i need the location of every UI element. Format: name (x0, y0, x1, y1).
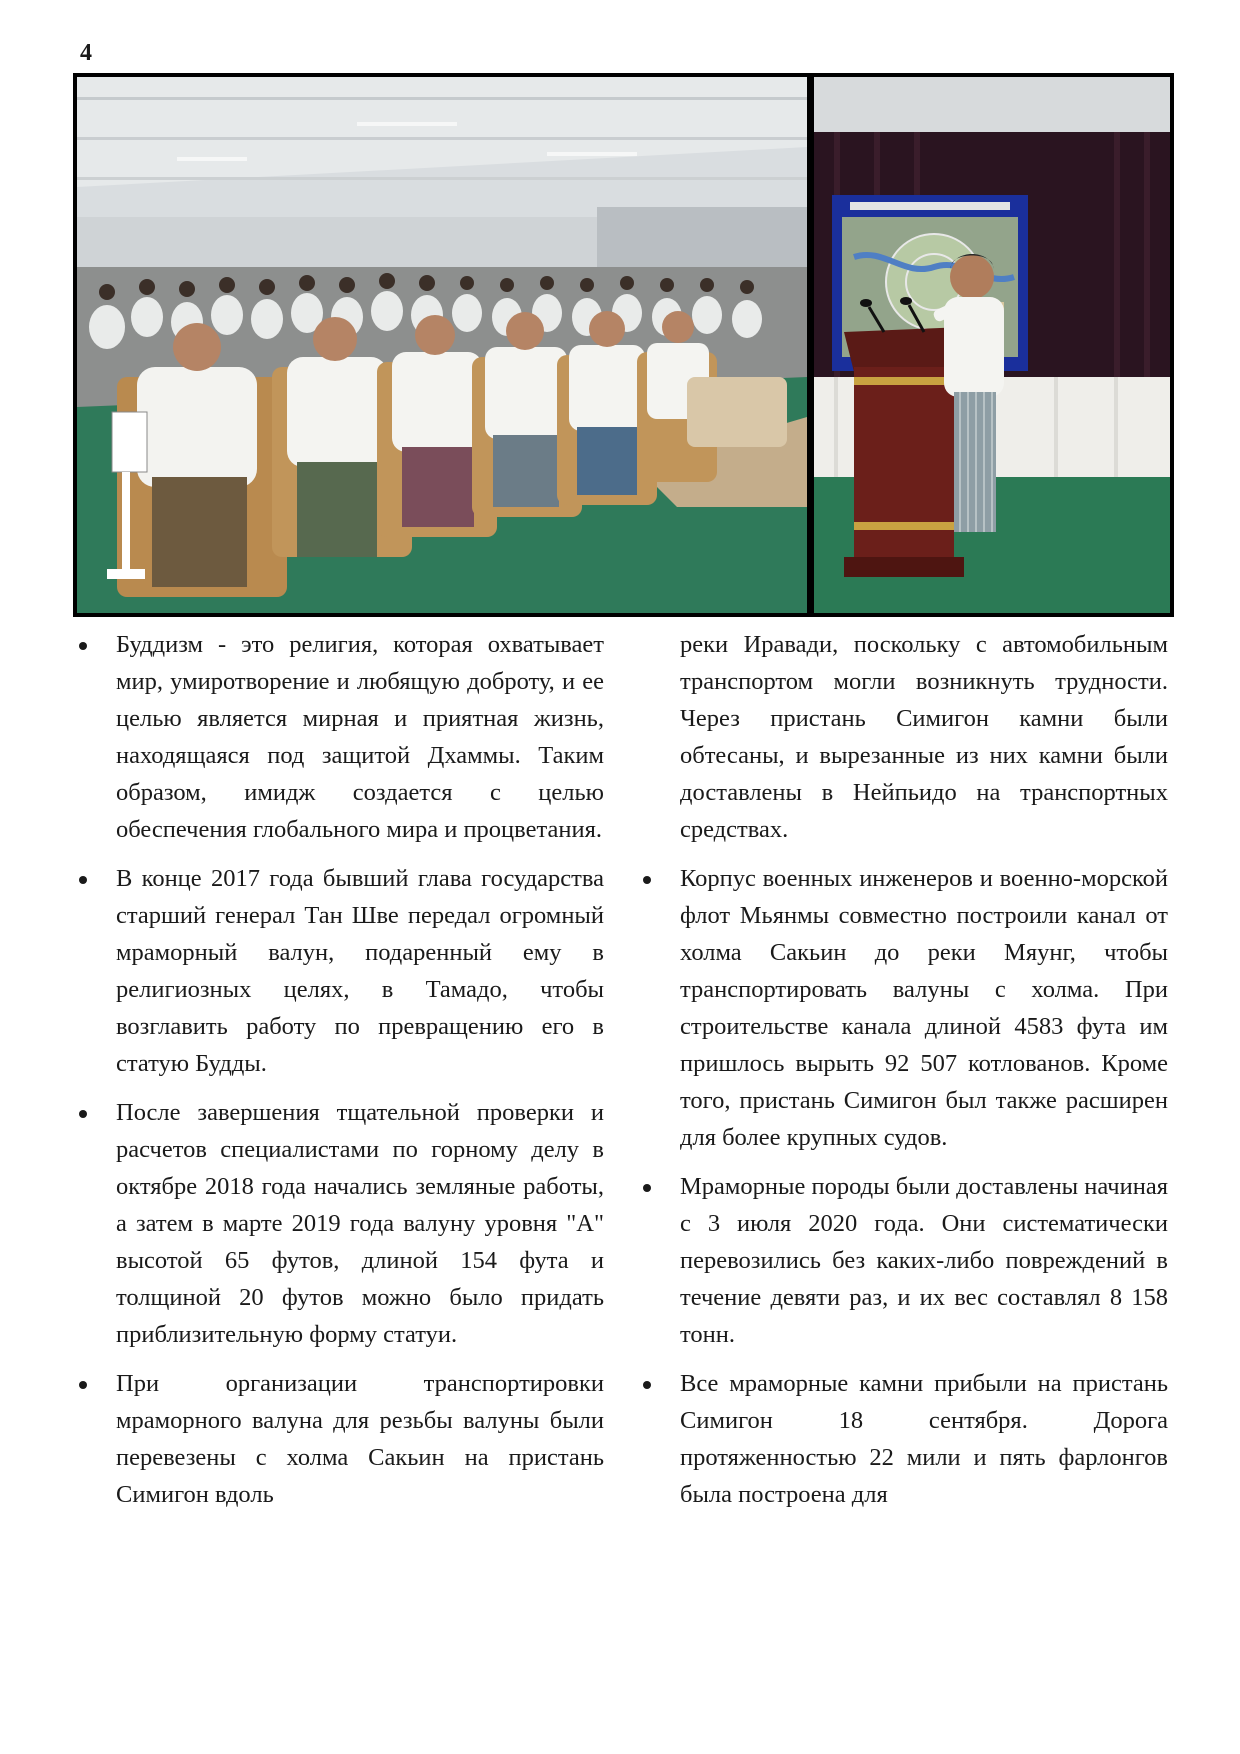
list-item (74, 1365, 604, 1513)
paragraph-text: реки Иравади, поскольку с автомобильным транспортом могли возникнуть трудности. Через пристань Симигон камни были обтесаны, и вырезанные из них камни были доставлены в Нейпьидо на транспортных средствах. (680, 631, 1168, 843)
list-item (638, 1365, 1168, 1513)
paragraph-text: В конце 2017 года бывший глава государства старший генерал Тан Шве передал огромный мраморный валун, подаренный ему в религиозных целях, в Тамадо, чтобы возглавить работу по превращению его в статую Будды. (116, 865, 604, 1077)
page-number: 4 (80, 40, 92, 66)
audience-photo (77, 77, 807, 613)
paragraph-text: Корпус военных инженеров и военно-морской флот Мьянмы совместно построили канал от холма Сакьин до реки Мяунг, чтобы транспортировать валуны с холма. При строительстве канала длиной 4583 фута им пришлось вырыть 92 507 котлованов. Кроме того, пристань Симигон был также расширен для более крупных судов. (680, 865, 1168, 1151)
left-column (74, 626, 604, 1525)
list-item (638, 860, 1168, 1156)
list-item (74, 1094, 604, 1353)
presenter-photo (814, 77, 1170, 613)
bullet-icon (79, 1381, 87, 1389)
bullet-icon (643, 1184, 651, 1192)
right-bullet-list (638, 626, 1168, 1513)
bullet-icon (79, 642, 87, 650)
bullet-icon (79, 1110, 87, 1118)
left-bullet-list (74, 626, 604, 1513)
presenter-photo-image (814, 77, 1170, 613)
article-columns (74, 626, 1174, 1716)
paragraph-text: После завершения тщательной проверки и расчетов специалистами по горному делу в октябре 2018 года начались земляные работы, а затем в марте 2019 года валуну уровня "А" высотой 65 футов, длиной 154 фута и толщиной 20 футов можно было придать приблизительную форму статуи. (116, 1099, 604, 1348)
bullet-icon (643, 1381, 651, 1389)
audience-photo-image (77, 77, 807, 613)
list-item (74, 626, 604, 848)
paragraph-text: Буддизм - это религия, которая охватывает мир, умиротворение и любящую доброту, и ее целью является мирная и приятная жизнь, находящаяся под защитой Дхаммы. Таким образом, имидж создается с целью обеспечения глобального мира и процветания. (116, 631, 604, 843)
paragraph-text: Мраморные породы были доставлены начиная с 3 июля 2020 года. Они систематически перевозились без каких-либо повреждений в течение девяти раз, и их вес составлял 8 158 тонн. (680, 1173, 1168, 1348)
bullet-icon (643, 876, 651, 884)
list-item (638, 1168, 1168, 1353)
paragraph-text: Все мраморные камни прибыли на пристань Симигон 18 сентября. Дорога протяженностью 22 мили и пять фарлонгов была построена для (680, 1370, 1168, 1508)
list-item-continuation (638, 626, 1168, 848)
photo-frame (73, 73, 1174, 617)
paragraph-text: При организации транспортировки мраморного валуна для резьбы валуны были перевезены с холма Сакьин на пристань Симигон вдоль (116, 1370, 604, 1508)
list-item (74, 860, 604, 1082)
bullet-icon (79, 876, 87, 884)
right-column (638, 626, 1168, 1525)
